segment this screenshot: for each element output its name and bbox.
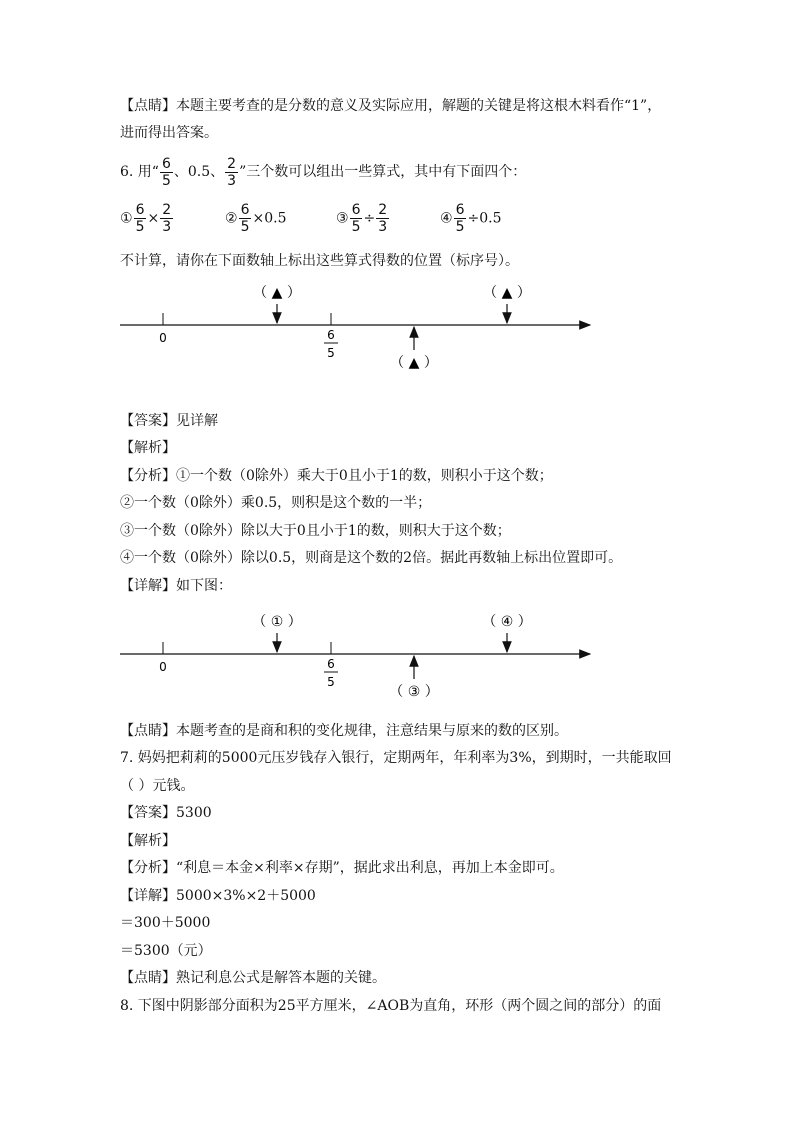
fenxi-6-1: 【分析】①一个数（0除外）乘大于0且小于1的数，则积小于这个数； <box>120 468 553 484</box>
marker-label-3: （ ③ ） <box>389 684 439 700</box>
answer-7: 【答案】5300 <box>120 805 212 821</box>
dianjing-line-2: 进而得出答案。 <box>120 125 218 141</box>
q6-stem <box>120 154 526 190</box>
answer-6: 【答案】见详解 <box>120 413 218 429</box>
tick-label-five: 5 <box>327 675 335 689</box>
q7-line-1: 7. 妈妈把莉莉的5000元压岁钱存入银行，定期两年，年利率为3%，到期时，一共能取回 <box>120 750 672 766</box>
fenxi-6-4: ④一个数（0除外）除以0.5，则商是这个数的2倍。据此再数轴上标出位置即可。 <box>120 550 623 566</box>
option-1: ① $\frac{6}{5}$ × $\frac{2}{3}$ <box>120 202 172 235</box>
tick-label-zero: 0 <box>159 331 167 345</box>
option-4: ④ $\frac{6}{5}$ ÷0.5 <box>440 202 502 235</box>
jiexi-7: 【解析】 <box>120 833 176 849</box>
xiangjie-7: 【详解】5000×3%×2＋5000 <box>120 888 316 904</box>
option-2: ② $\frac{6}{5}$ ×0.5 <box>225 202 287 235</box>
dianjing-line-1: 【点睛】本题主要考查的是分数的意义及实际应用，解题的关键是将这根木料看作“1”， <box>120 98 662 114</box>
marker-label-a: （ ▲ ） <box>253 285 301 301</box>
number-line-question <box>0 280 794 380</box>
xiangjie-7-step-2: ＝300＋5000 <box>120 915 211 931</box>
option-3: ③ $\frac{6}{5}$ ÷ $\frac{2}{3}$ <box>336 202 388 235</box>
fenxi-7: 【分析】“利息＝本金×利率×存期”，据此求出利息，再加上本金即可。 <box>120 860 564 876</box>
q7-line-2: （ ）元钱。 <box>120 778 195 794</box>
fenxi-6-3: ③一个数（0除外）除以大于0且小于1的数，则积大于这个数； <box>120 523 511 539</box>
fenxi-6-2: ②一个数（0除外）乘0.5，则积是这个数的一半； <box>120 495 432 511</box>
marker-label-4: （ ④ ） <box>482 614 532 630</box>
q6-sep: 、0.5、 <box>173 164 225 180</box>
marker-label-c: （ ▲ ） <box>390 355 438 371</box>
q6-instruction: 不计算，请你在下面数轴上标出这些算式得数的位置（标序号）。 <box>120 253 519 269</box>
fraction-6-5: $\frac{6}{5}$ <box>161 155 171 189</box>
xiangjie-7-step-3: ＝5300（元） <box>120 943 212 959</box>
marker-label-1: （ ① ） <box>252 614 302 630</box>
tick-label-five: 5 <box>327 346 335 360</box>
dianjing-7: 【点睛】熟记利息公式是解答本题的关键。 <box>120 970 386 986</box>
dianjing-6: 【点睛】本题考查的是商和积的变化规律，注意结果与原来的数的区别。 <box>120 723 568 739</box>
number-line-answer <box>0 609 794 709</box>
tick-label-zero: 0 <box>159 660 167 674</box>
tick-label-six: 6 <box>327 657 335 671</box>
q6-pre: 6. 用“ <box>120 164 159 180</box>
tick-label-six: 6 <box>327 328 335 342</box>
fraction-2-3: $\frac{2}{3}$ <box>227 155 237 189</box>
marker-label-b: （ ▲ ） <box>483 285 531 301</box>
q6-post: ”三个数可以组出一些算式，其中有下面四个： <box>239 164 527 180</box>
jiexi-6: 【解析】 <box>120 440 176 456</box>
q8-line-1: 8. 下图中阴影部分面积为25平方厘米，∠AOB为直角，环形（两个圆之间的部分）的面 <box>120 998 662 1014</box>
xiangjie-6: 【详解】如下图： <box>120 578 232 594</box>
